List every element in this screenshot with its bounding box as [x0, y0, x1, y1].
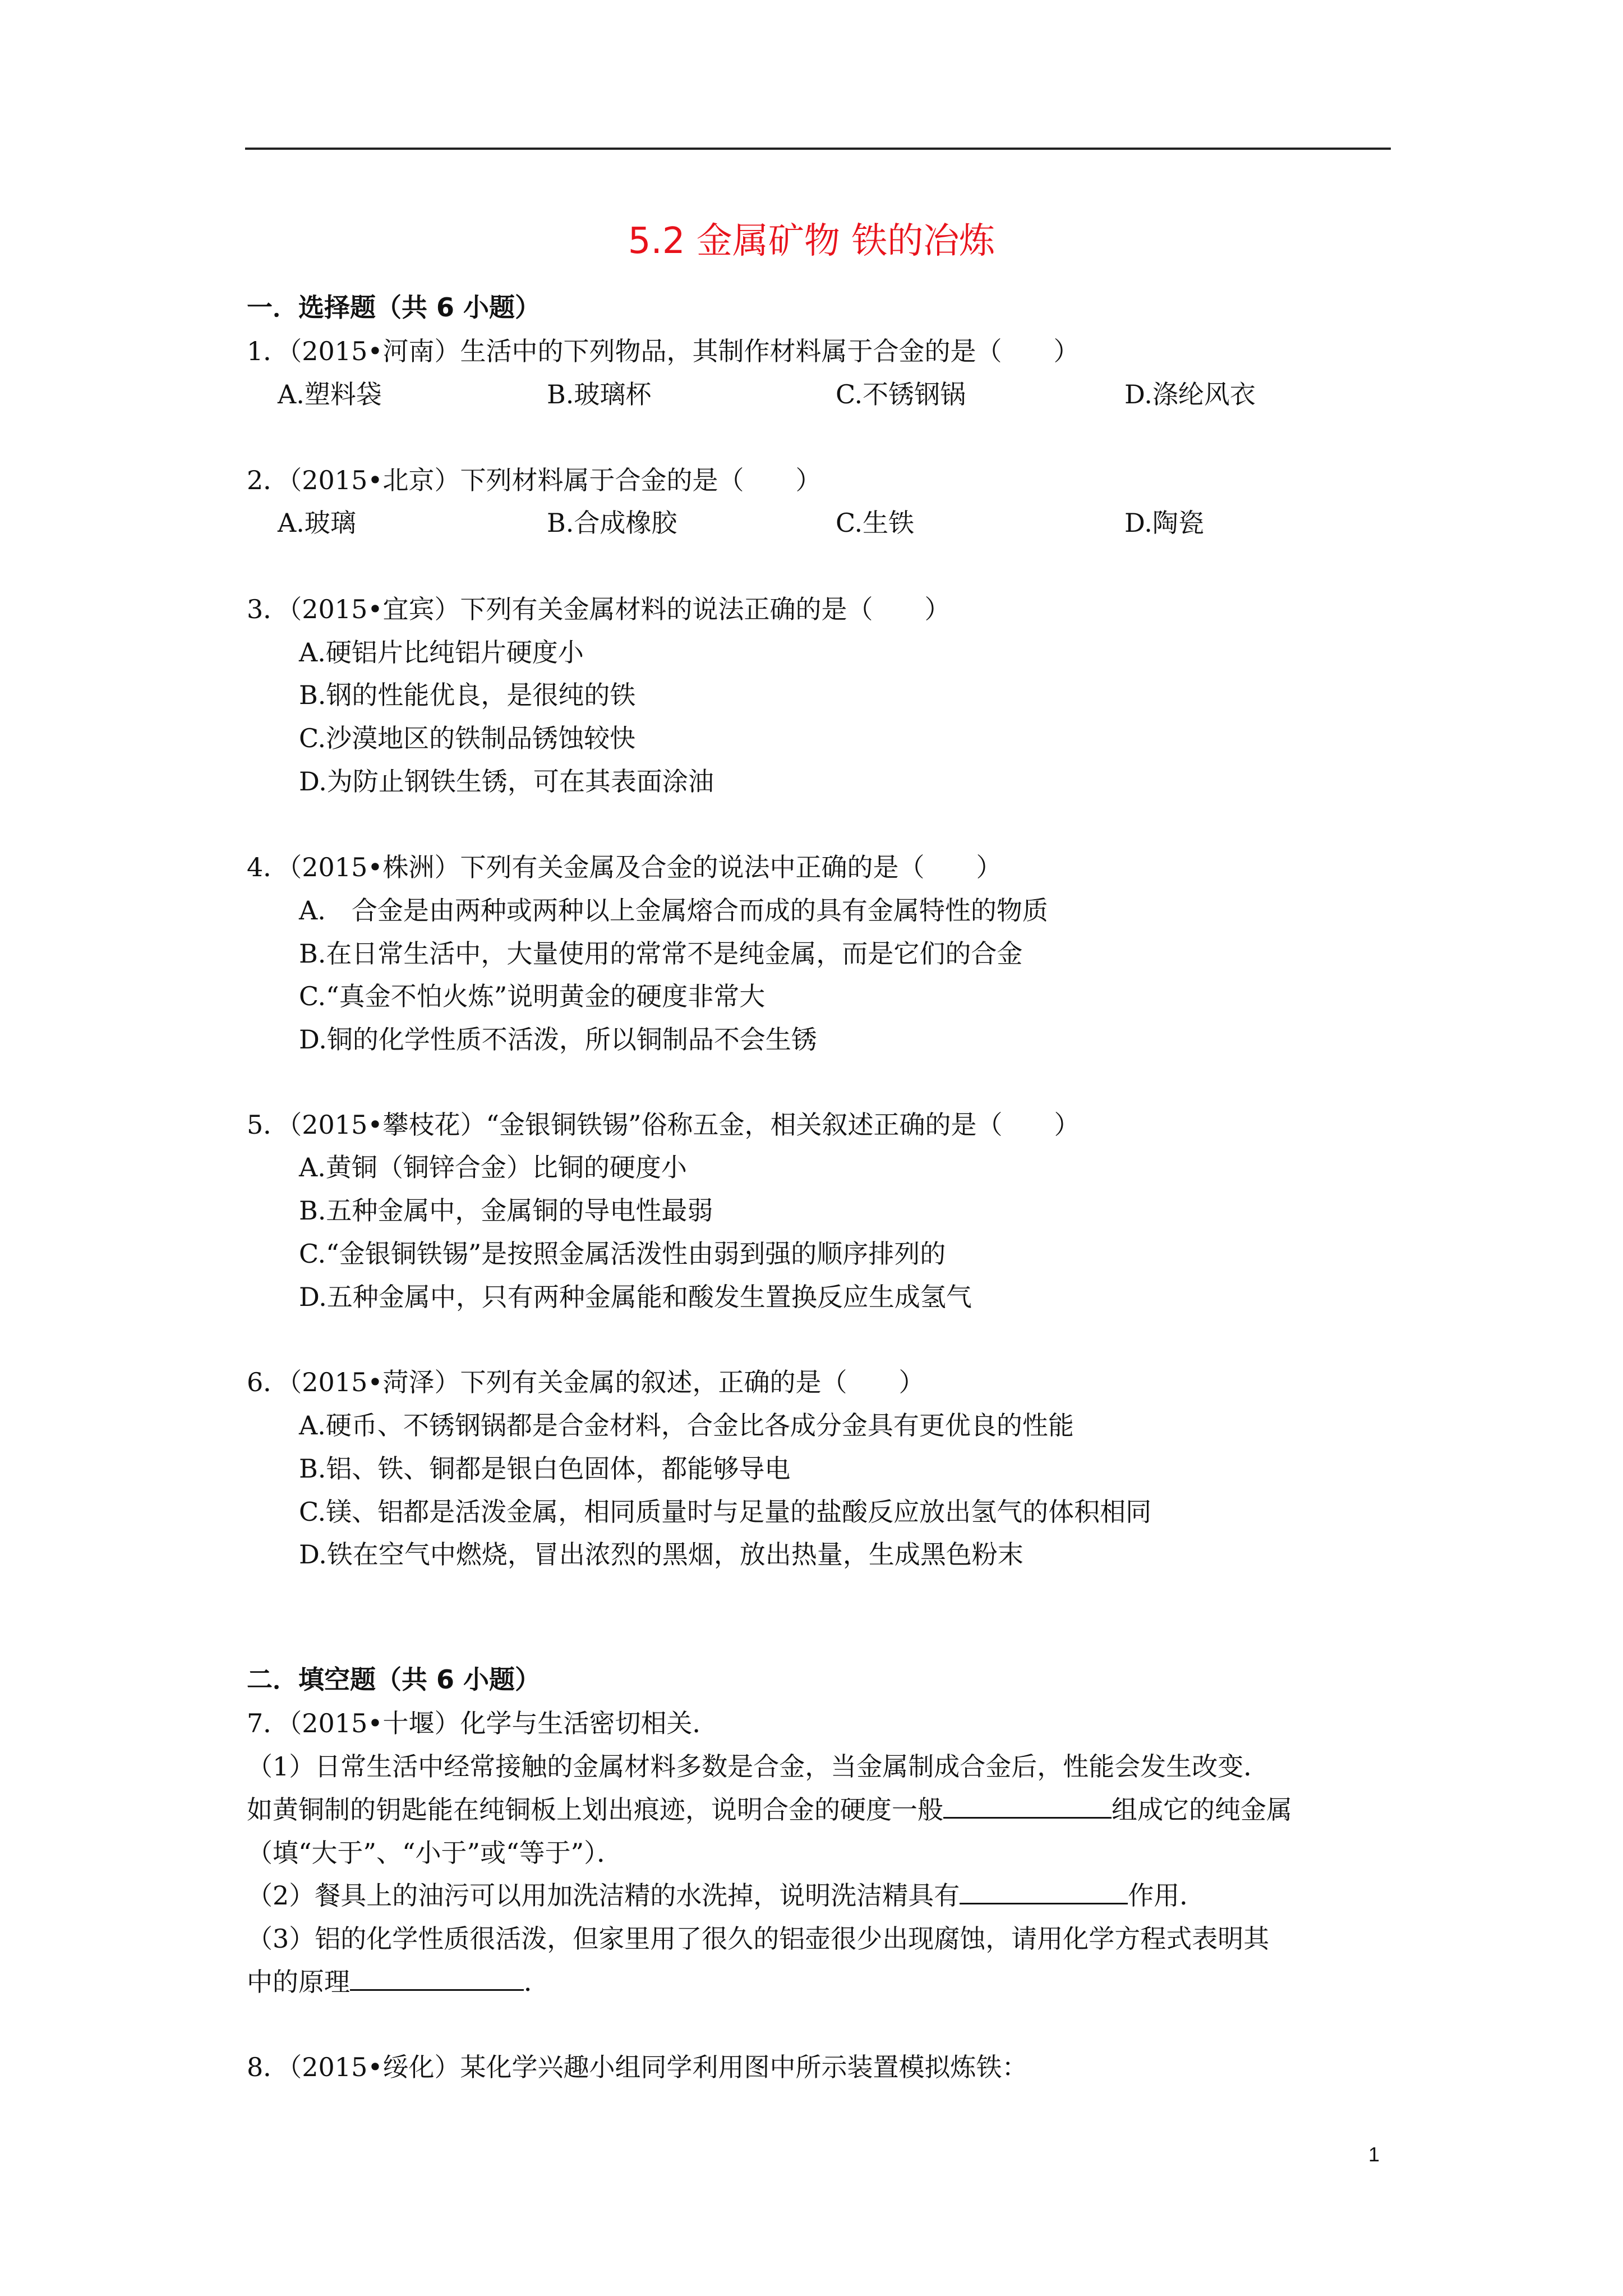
q1-option-b: B.玻璃杯 [547, 379, 652, 409]
q7-part1-line2-text-a: 如黄铜制的钥匙能在纯铜板上划出痕迹，说明合金的硬度一般 [247, 1795, 943, 1825]
q1-option-d: D.涤纶风衣 [1124, 379, 1256, 409]
q7-part3-line2-text-b: ． [524, 1967, 550, 1997]
q2-option-c: C.生铁 [836, 508, 915, 538]
q7-part3-line1: （3）铝的化学性质很活泼，但家里用了很久的铝壶很少出现腐蚀，请用化学方程式表明其 [247, 1924, 1270, 1954]
q7-part2-text-a: （2）餐具上的油污可以用加洗洁精的水洗掉，说明洗洁精具有 [247, 1880, 960, 1911]
q6-stem: 6．（2015•菏泽）下列有关金属的叙述，正确的是（ ） [247, 1367, 925, 1397]
q7-part1-line2 [247, 1789, 1292, 1826]
document-title: 5.2 金属矿物 铁的冶炼 [628, 220, 995, 262]
q7-part1-line3: （填“大于”、“小于”或“等于”）． [247, 1838, 623, 1868]
q6-option-a: A.硬币、不锈钢锅都是合金材料，合金比各成分金具有更优良的性能 [299, 1410, 1074, 1441]
q2-option-b: B.合成橡胶 [547, 508, 677, 538]
q7-part2 [247, 1875, 1205, 1912]
q4-option-a: A. 合金是由两种或两种以上金属熔合而成的具有金属特性的物质 [299, 895, 1048, 926]
section-choice-title: 一．选择题（共 6 小题） [247, 292, 541, 323]
q6-option-b: B.铝、铁、铜都是银白色固体，都能够导电 [299, 1453, 791, 1484]
q6-option-c: C.镁、铝都是活泼金属，相同质量时与足量的盐酸反应放出氢气的体积相同 [299, 1497, 1152, 1527]
q7-part3-line2-text-a: 中的原理 [247, 1967, 350, 1997]
q1-stem: 1．（2015•河南）生活中的下列物品，其制作材料属于合金的是（ ） [247, 336, 1080, 366]
header-rule [245, 148, 1391, 150]
q1-option-a: A.塑料袋 [278, 379, 382, 409]
q4-option-d: D.铜的化学性质不活泼，所以铜制品不会生锈 [299, 1024, 817, 1055]
q3-option-c: C.沙漠地区的铁制品锈蚀较快 [299, 723, 636, 753]
page-number: 1 [1368, 2143, 1380, 2166]
q5-stem: 5．（2015•攀枝花）“金银铜铁锡”俗称五金，相关叙述正确的是（ ） [247, 1110, 1080, 1140]
q5-option-b: B.五种金属中，金属铜的导电性最弱 [299, 1195, 713, 1226]
q1-option-c: C.不锈钢锅 [836, 379, 966, 409]
q4-option-b: B.在日常生活中，大量使用的常常不是纯金属，而是它们的合金 [299, 938, 1023, 969]
q2-option-d: D.陶瓷 [1124, 508, 1204, 538]
q5-option-d: D.五种金属中，只有两种金属能和酸发生置换反应生成氢气 [299, 1282, 972, 1312]
q7-stem: 7．（2015•十堰）化学与生活密切相关． [247, 1708, 718, 1738]
q2-option-a: A.玻璃 [278, 508, 356, 538]
q2-stem: 2．（2015•北京）下列材料属于合金的是（ ） [247, 465, 822, 495]
q7-blank-2[interactable] [960, 1877, 1128, 1904]
q7-blank-1[interactable] [943, 1791, 1112, 1819]
q3-option-a: A.硬铝片比纯铝片硬度小 [299, 637, 584, 668]
q6-option-d: D.铁在空气中燃烧，冒出浓烈的黑烟，放出热量，生成黑色粉末 [299, 1539, 1023, 1570]
q5-option-a: A.黄铜（铜锌合金）比铜的硬度小 [299, 1152, 687, 1182]
q8-stem: 8．（2015•绥化）某化学兴趣小组同学利用图中所示装置模拟炼铁： [247, 2052, 1028, 2082]
q7-part3-line2 [247, 1962, 550, 1999]
q4-option-c: C.“真金不怕火炼”说明黄金的硬度非常大 [299, 981, 766, 1011]
q7-blank-3[interactable] [350, 1963, 524, 1991]
q3-option-d: D.为防止钢铁生锈，可在其表面涂油 [299, 766, 714, 797]
q7-part2-text-b: 作用． [1128, 1880, 1206, 1911]
section-fill-title: 二．填空题（共 6 小题） [247, 1664, 541, 1695]
q3-stem: 3．（2015•宜宾）下列有关金属材料的说法正确的是（ ） [247, 594, 951, 624]
q7-part1-line2-text-b: 组成它的纯金属 [1112, 1795, 1292, 1825]
q4-stem: 4．（2015•株洲）下列有关金属及合金的说法中正确的是（ ） [247, 852, 1002, 882]
q3-option-b: B.钢的性能优良，是很纯的铁 [299, 680, 636, 710]
q7-part1-line1: （1）日常生活中经常接触的金属材料多数是合金，当金属制成合金后，性能会发生改变． [247, 1751, 1270, 1782]
q5-option-c: C.“金银铜铁锡”是按照金属活泼性由弱到强的顺序排列的 [299, 1239, 946, 1269]
